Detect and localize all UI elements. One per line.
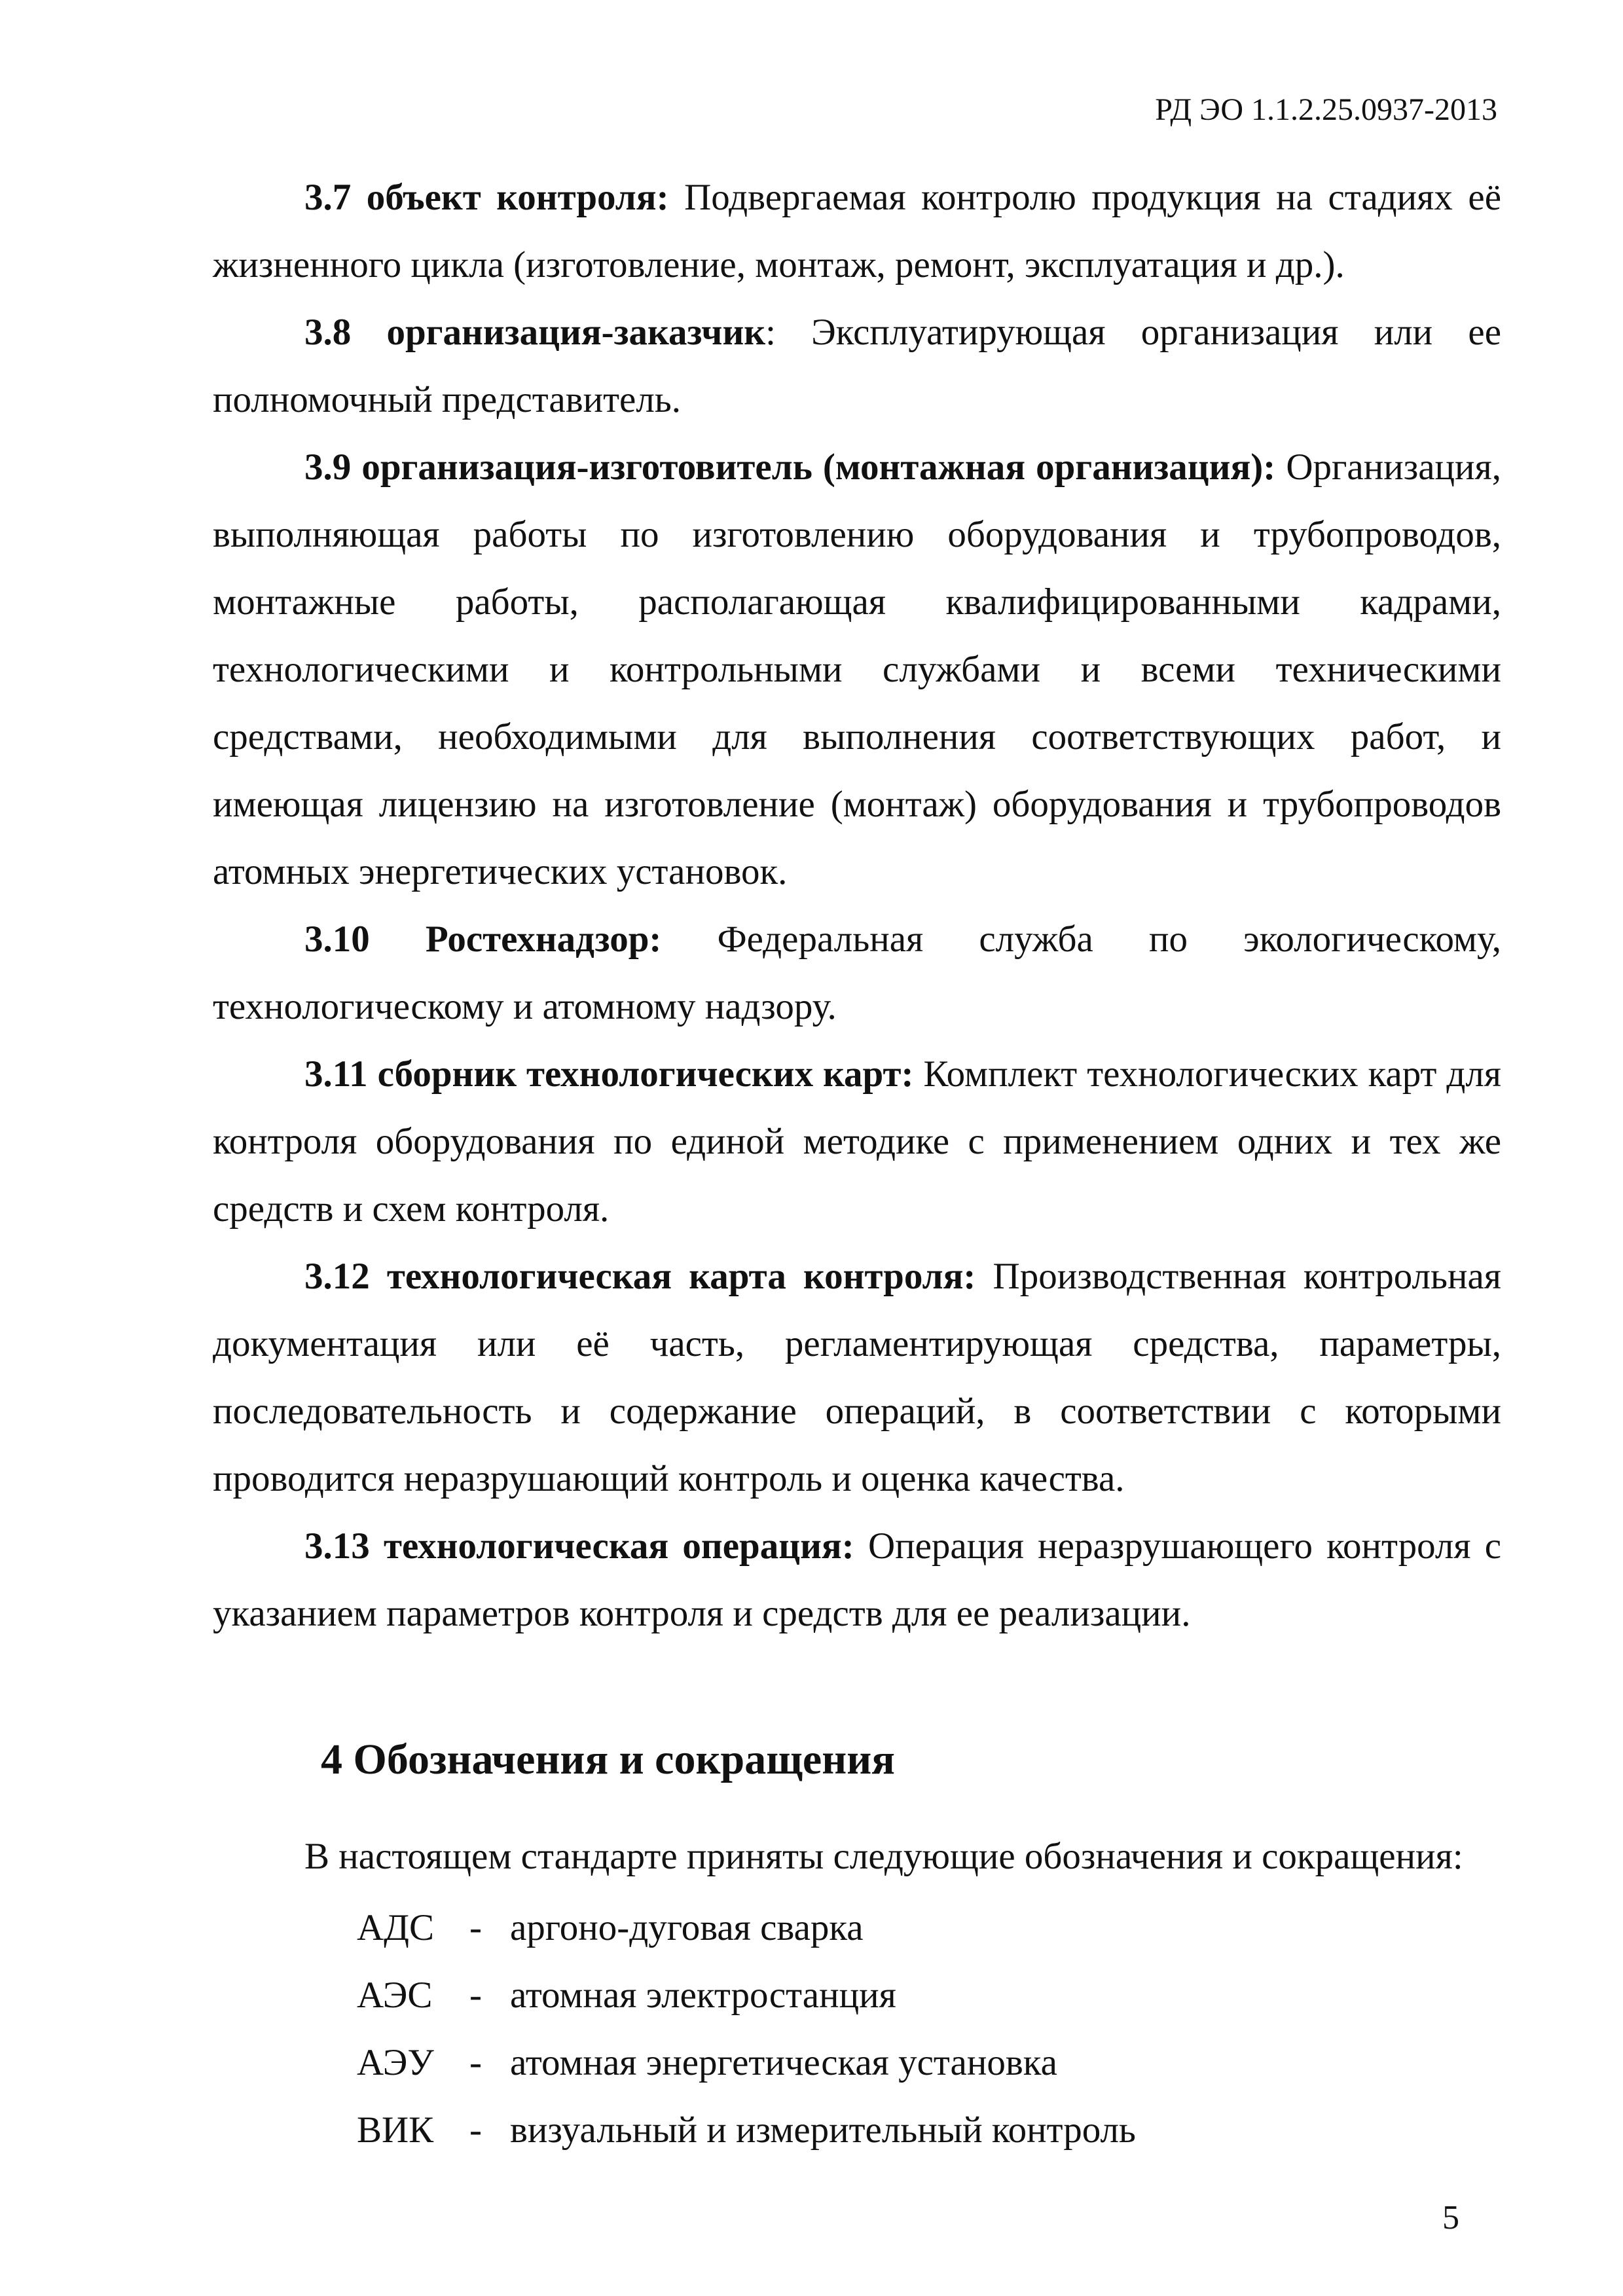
abbreviation-dash: - (469, 2109, 482, 2151)
section-heading: 4 Обозначения и сокращения (321, 1736, 895, 1783)
definition-text: Производственная контрольная документация или её часть, регламентирующая средства, параметры, последовательность и содержание операций, в соответствии с которыми проводится неразрушающий контроль и оценка качества. (213, 1256, 1501, 1499)
definition-3-13 (213, 1512, 1501, 1647)
definition-term: 3.11 сборник технологических карт: (304, 1053, 914, 1095)
definition-text: Операция неразрушающего контроля с указанием параметров контроля и средств для ее реализации. (213, 1525, 1501, 1634)
definition-text: Организация, выполняющая работы по изготовлению оборудования и трубопроводов, монтажные работы, располагающая квалифицированными кадрами, технологическими и контрольными службами и всеми техническими средствами, необходимыми для выполнения соответствующих работ, и имеющая лицензию на изготовление (монтаж) оборудования и трубопроводов атомных энергетических установок. (213, 446, 1501, 892)
abbreviation-code: АЭС (357, 1975, 433, 2016)
abbreviation-code: АДС (357, 1907, 435, 1948)
definition-3-12 (213, 1243, 1501, 1512)
abbreviation-meaning: атомная электростанция (510, 1975, 896, 2016)
document-code: РД ЭО 1.1.2.25.0937-2013 (1155, 92, 1497, 127)
abbreviation-meaning: аргоно-дуговая сварка (510, 1907, 864, 1948)
page-number: 5 (1442, 2199, 1459, 2236)
abbreviation-item (357, 2029, 1501, 2096)
definition-3-10 (213, 905, 1501, 1040)
abbreviation-code: ВИК (357, 2109, 434, 2151)
definition-term: 3.8 организация-заказчик (304, 312, 766, 353)
abbreviation-meaning: визуальный и измерительный контроль (510, 2109, 1136, 2151)
abbreviation-code: АЭУ (357, 2042, 434, 2083)
abbreviation-item (357, 1894, 1501, 1961)
definition-text: Комплект технологических карт для контроля оборудования по единой методике с применением одних и тех же средств и схем контроля. (213, 1053, 1502, 1230)
abbreviation-dash: - (469, 1907, 482, 1948)
page-content (213, 164, 1501, 2164)
definition-3-11 (213, 1040, 1501, 1243)
definition-text: Подвергаемая контролю продукция на стадиях её жизненного цикла (изготовление, монтаж, ремонт, эксплуатация и др.). (213, 177, 1501, 285)
abbreviation-dash: - (469, 2042, 482, 2083)
abbreviation-item (357, 1961, 1501, 2029)
definition-3-7 (213, 164, 1501, 299)
definition-term: 3.9 организация-изготовитель (монтажная организация): (304, 446, 1276, 488)
definition-term: 3.7 объект контроля: (304, 177, 669, 218)
definition-3-8 (213, 299, 1501, 433)
section-intro: В настоящем стандарте приняты следующие обозначения и сокращения: (304, 1836, 1463, 1877)
definition-3-9 (213, 433, 1501, 905)
definition-term: 3.12 технологическая карта контроля: (304, 1256, 976, 1297)
abbreviation-list (213, 1894, 1501, 2164)
abbreviation-dash: - (469, 1975, 482, 2016)
definition-term: 3.13 технологическая операция: (304, 1525, 854, 1567)
abbreviation-meaning: атомная энергетическая установка (510, 2042, 1057, 2083)
abbreviation-item (357, 2096, 1501, 2164)
definition-text: : Эксплуатирующая организация или ее полномочный представитель. (213, 312, 1501, 420)
definition-term: 3.10 Ростехнадзор: (304, 919, 662, 960)
definition-text: Федеральная служба по экологическому, технологическому и атомному надзору. (213, 919, 1502, 1027)
